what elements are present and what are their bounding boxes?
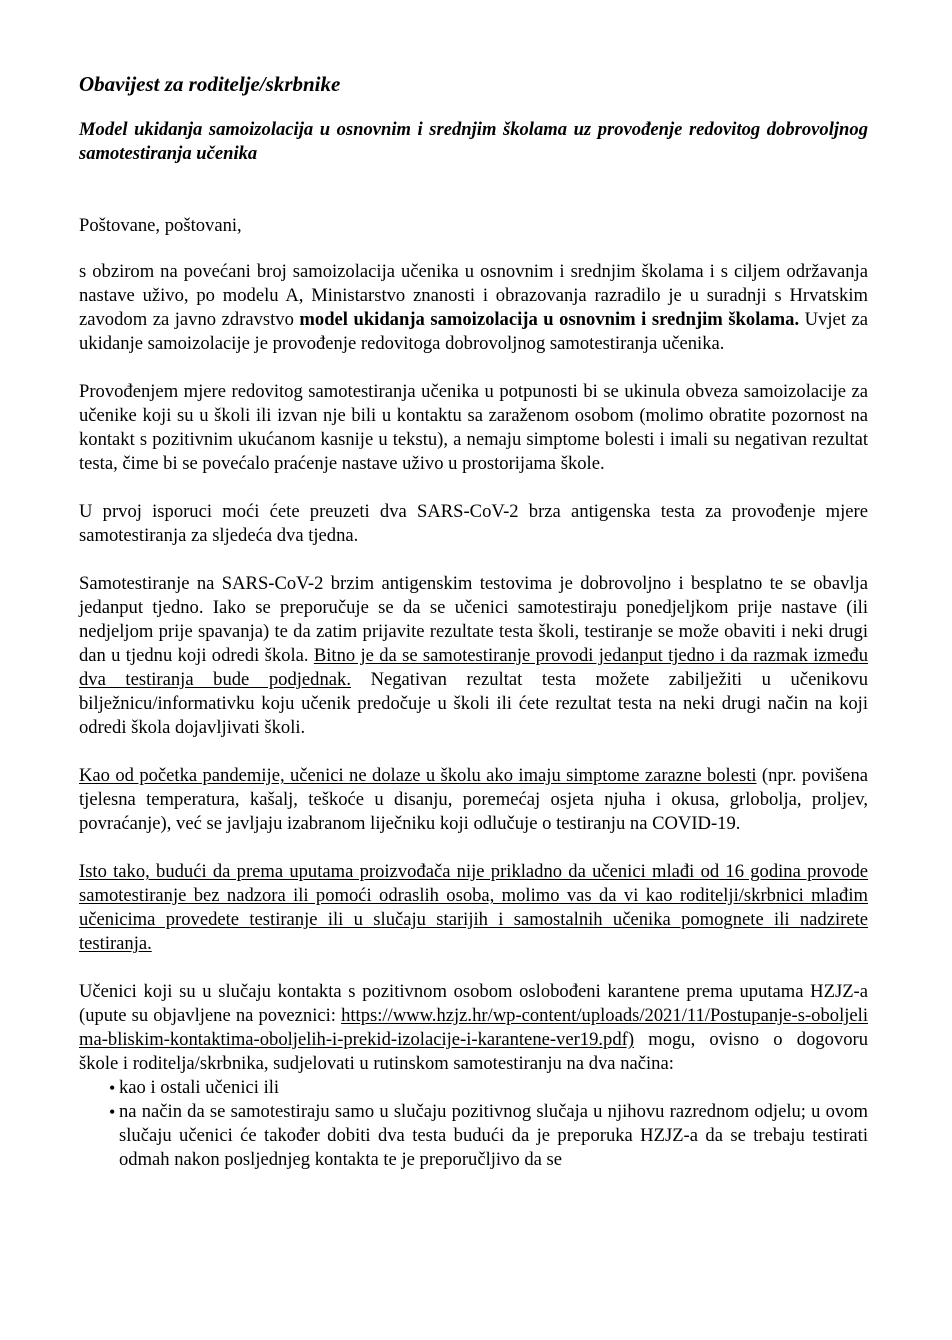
list-item-text: kao i ostali učenici ili	[119, 1077, 280, 1098]
paragraph-contacts	[79, 980, 868, 1076]
greeting: Poštovane, poštovani,	[79, 215, 242, 236]
paragraph-text: Samotestiranje na SARS-CoV-2 brzim antigenskim testovima je dobrovoljno i besplatno te se obavlja jedanput tjedno. Iako se preporučuje se da se učenici samotestiraju ponedjeljkom prije nastave (ili nedjeljom prije spavanja) te da zatim prijavite rezultate testa školi, testiranje se može obaviti i neki drugi dan u tjednu koji odredi škola.	[79, 573, 868, 666]
document-page	[79, 70, 868, 1172]
list-item-text: na način da se samotestiraju samo u slučaju pozitivnog slučaja u njihovu razrednom odjelu; u ovom slučaju učenici će također dobiti dva testa budući da je preporuka HZJZ-a da se trebaju testirati odmah nakon posljednjeg kontakta te je preporučljivo da se	[119, 1101, 868, 1170]
paragraph-self-testing-schedule	[79, 572, 868, 740]
underlined-emphasis: Bitno je da se samotestiranje provodi jedanput tjedno i da razmak između dva testiranja bude podjednak.	[79, 645, 868, 690]
paragraph-text: Učenici koji su u slučaju kontakta s pozitivnom osobom oslobođeni karantene prema uputama HZJZ-a (upute su objavljene na poveznici:	[79, 981, 868, 1026]
document-subtitle: Model ukidanja samoizolacija u osnovnim i srednjim školama uz provođenje redovitog dobrovoljnog samotestiranja učenika	[79, 119, 868, 164]
paragraph-text: s obzirom na povećani broj samoizolacija učenika u osnovnim i srednjim školama i s ciljem održavanja nastave uživo, po modelu A, Ministarstvo znanosti i obrazovanja razradilo je u suradnji s Hrvatskim zavodom za javno zdravstvo	[79, 261, 868, 330]
paragraph-supervision	[79, 860, 868, 956]
paragraph-text: Uvjet za ukidanje samoizolacije je provođenje redovitoga dobrovoljnog samotestiranja učenika.	[79, 309, 868, 354]
paragraph-text: (npr. povišena tjelesna temperatura, kašalj, teškoće u disanju, poremećaj osjeta njuha i okusa, grlobolja, proljev, povraćanje), već se javljaju izabranom liječniku koji odlučuje o testiranju na COVID-19.	[79, 765, 868, 834]
paragraph-symptoms	[79, 764, 868, 836]
paragraph-model-intro	[79, 260, 868, 356]
document-title: Obavijest za roditelje/skrbnike	[79, 72, 341, 96]
list-item	[79, 1100, 868, 1172]
bold-emphasis: model ukidanja samoizolacija u osnovnim i srednjim školama.	[299, 309, 800, 330]
paragraph-text: mogu, ovisno o dogovoru škole i roditelja/skrbnika, sudjelovati u rutinskom samotestiranju na dva načina:	[79, 1029, 868, 1074]
paragraph-text: Negativan rezultat testa možete zabilježiti u učenikovu bilježnicu/informativku koju učenik predočuje u školi ili ćete rezultat testa na neki drugi način na koji odredi škola dojavljivati školi.	[79, 669, 868, 738]
bullet-list	[79, 1076, 868, 1172]
paragraph-self-testing-measure: Provođenjem mjere redovitog samotestiranja učenika u potpunosti bi se ukinula obveza samoizolacije za učenike koji su u školi ili izvan nje bili u kontaktu sa zaraženom osobom (molimo obratite pozornost na kontakt s pozitivnim ukućanom kasnije u tekstu), a nemaju simptome bolesti i imali su negativan rezultat testa, čime bi se povećalo praćenje nastave uživo u prostorijama škole.	[79, 381, 868, 474]
paragraph-first-delivery: U prvoj isporuci moći ćete preuzeti dva SARS-CoV-2 brza antigenska testa za provođenje mjere samotestiranja za sljedeća dva tjedna.	[79, 501, 868, 546]
underlined-emphasis: Isto tako, budući da prema uputama proizvođača nije prikladno da učenici mlađi od 16 godina provode samotestiranje bez nadzora ili pomoći odraslih osoba, molimo vas da vi kao roditelji/skrbnici mlađim učenicima provedete testiranje ili u slučaju starijih i samostalnih učenika pomognete ili nadzirete testiranja.	[79, 861, 868, 954]
list-item	[79, 1076, 868, 1100]
hzjz-guidelines-link[interactable]: https://www.hzjz.hr/wp-content/uploads/2021/11/Postupanje-s-oboljelima-bliskim-kontaktima-oboljelih-i-prekid-izolacije-i-karantene-ver19.pdf)	[79, 1005, 868, 1050]
underlined-emphasis: Kao od početka pandemije, učenici ne dolaze u školu ako imaju simptome zarazne bolesti	[79, 765, 757, 786]
